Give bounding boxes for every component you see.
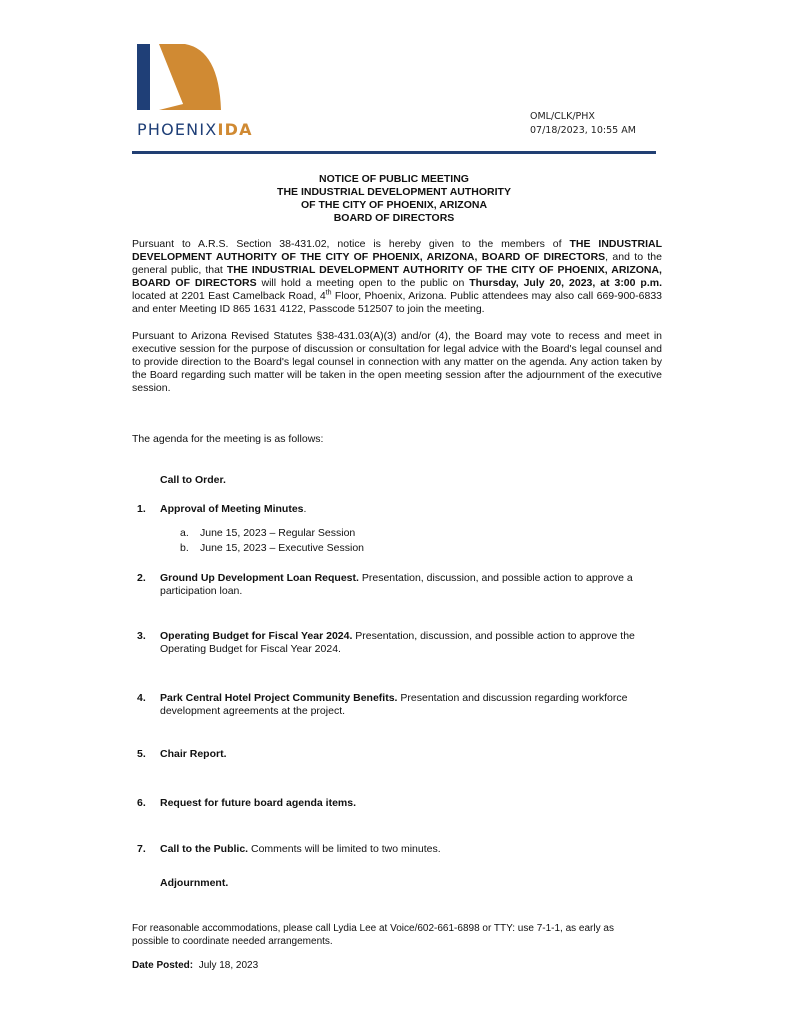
- phoenix-ida-logo: [137, 44, 267, 144]
- agenda-item-title: Call to the Public.: [160, 843, 249, 855]
- agenda-item-number: 6.: [137, 797, 146, 809]
- intro-text-4: located at 2201 East Camelback Road, 4: [132, 290, 326, 302]
- intro-text-1: Pursuant to A.R.S. Section 38-431.02, notice is hereby given to the members of: [132, 238, 570, 250]
- agenda-item-title: Operating Budget for Fiscal Year 2024.: [160, 630, 353, 642]
- intro-text-3: will hold a meeting open to the public on: [256, 277, 470, 289]
- date-posted-value: July 18, 2023: [198, 960, 259, 971]
- agenda-item-title: Park Central Hotel Project Community Benefits.: [160, 692, 398, 704]
- minutes-letter: a.: [180, 527, 189, 539]
- accommodations-note: For reasonable accommodations, please call Lydia Lee at Voice/602-661-6898 or TTY: use 7-1-1, as early as possible to coordinate needed arrangements.: [132, 923, 614, 947]
- agenda-item-number: 2.: [137, 572, 146, 584]
- minutes-text: June 15, 2023 – Executive Session: [200, 542, 365, 554]
- call-to-order-label: Call to Order.: [160, 474, 226, 486]
- clerk-stamp: [530, 110, 636, 138]
- agenda-item-desc: Presentation, discussion, and possible action to approve the Operating Budget for Fiscal Year 2024.: [160, 630, 635, 655]
- title-line-1: NOTICE OF PUBLIC MEETING: [319, 173, 469, 185]
- meeting-datetime: Thursday, July 20, 2023, at 3:00 p.m.: [469, 277, 662, 289]
- agenda-intro: The agenda for the meeting is as follows:: [132, 433, 324, 445]
- minutes-text: June 15, 2023 – Regular Session: [200, 527, 356, 539]
- logo-text: [137, 120, 253, 139]
- title-line-4: BOARD OF DIRECTORS: [333, 212, 455, 224]
- agenda-item-title: Approval of Meeting Minutes: [160, 503, 304, 515]
- stamp-datetime: 07/18/2023, 10:55 AM: [530, 125, 636, 136]
- stamp-code: OML/CLK/PHX: [530, 111, 595, 122]
- date-posted: [132, 960, 258, 971]
- adjournment-label: Adjournment.: [160, 877, 229, 889]
- title-line-3: OF THE CITY OF PHOENIX, ARIZONA: [300, 199, 488, 211]
- agenda-item-title: Request for future board agenda items.: [160, 797, 357, 809]
- intro-text-2: , and to the general public, that: [132, 251, 662, 276]
- agenda-item-title: Ground Up Development Loan Request.: [160, 572, 359, 584]
- intro-sup: th: [325, 289, 332, 297]
- agenda-item-desc: Presentation and discussion regarding workforce development agreements at the project.: [160, 692, 628, 717]
- minutes-item-a: [180, 526, 355, 541]
- intro-bold-1: THE INDUSTRIAL DEVELOPMENT AUTHORITY OF THE CITY OF PHOENIX, ARIZONA, BOARD OF DIRECTORS: [132, 238, 662, 263]
- agenda-item-title: Chair Report.: [160, 748, 227, 760]
- logo-text-phoenix: PHOENIX: [137, 120, 218, 139]
- agenda-item-number: 1.: [137, 503, 146, 515]
- agenda-item-number: 3.: [137, 630, 146, 642]
- agenda-item-number: 4.: [137, 692, 146, 704]
- agenda-item-desc: .: [303, 503, 307, 515]
- minutes-letter: b.: [180, 542, 189, 554]
- agenda-item-desc: Comments will be limited to two minutes.: [248, 843, 441, 855]
- header-rule: [132, 151, 656, 154]
- agenda-item-number: 7.: [137, 843, 146, 855]
- notice-title: [132, 173, 656, 225]
- intro-paragraph: [132, 238, 662, 316]
- executive-session-paragraph: Pursuant to Arizona Revised Statutes §38-431.03(A)(3) and/or (4), the Board may vote to recess and meet in executive session for the purpose of discussion or consultation for legal advice with the Board's legal counsel and to provide direction to the Board's legal counsel in connection with any matter on the agenda. Any action taken by the Board regarding such matter will be taken in the open meeting session after the adjournment of the executive session.: [132, 330, 662, 394]
- agenda-item-desc: Presentation, discussion, and possible action to approve a participation loan.: [160, 572, 633, 597]
- intro-text-5: Floor, Phoenix, Arizona. Public attendees may also call 669-900-6833 and enter Meeting ID 865 1631 4122, Passcode 512507 to join the meeting.: [132, 290, 662, 315]
- minutes-item-b: [180, 541, 364, 556]
- agenda-item-number: 5.: [137, 748, 146, 760]
- date-posted-label: Date Posted:: [132, 960, 194, 971]
- logo-text-ida: IDA: [217, 120, 253, 139]
- logo-mark-icon: [137, 44, 227, 114]
- intro-bold-2: THE INDUSTRIAL DEVELOPMENT AUTHORITY OF THE CITY OF PHOENIX, ARIZONA, BOARD OF DIRECTORS: [132, 264, 662, 289]
- title-line-2: THE INDUSTRIAL DEVELOPMENT AUTHORITY: [277, 186, 511, 198]
